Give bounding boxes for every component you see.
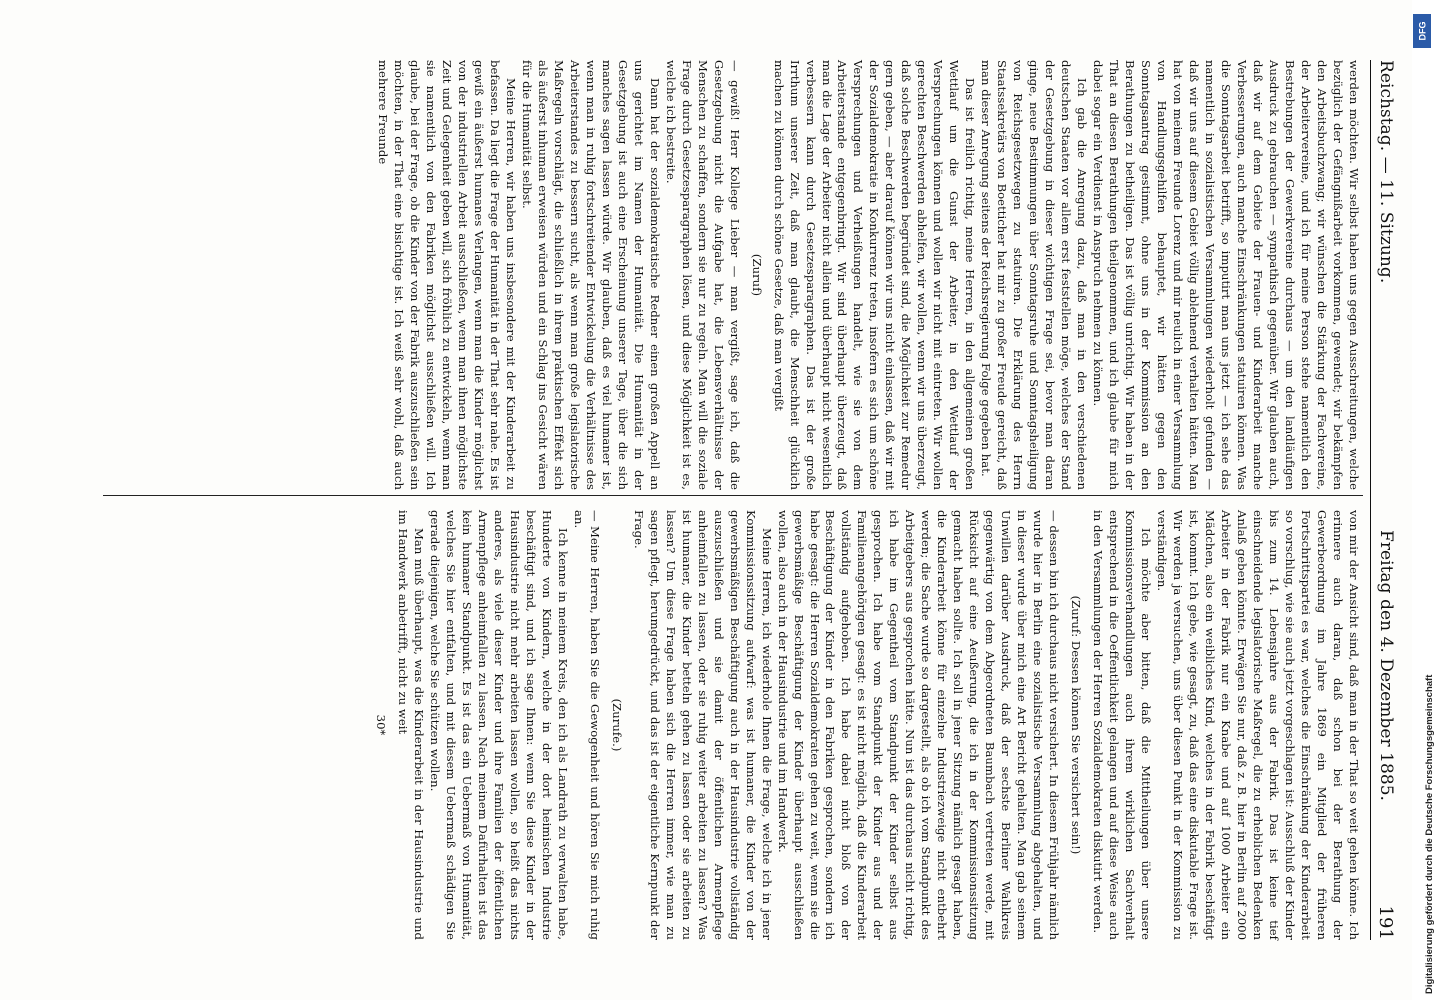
header-rule [1370,60,1371,940]
printed-page [79,40,1419,960]
signature-mark: 30* [373,714,388,736]
paragraph: von mir der Ansicht sind, daß man in der That so weit gehen könne. Ich erinnere auch daran, daß schon bei der Berathung der Gewerbeordnung im Jahre 1869 ein Mitglied der früheren Fortschrittspartei es war, welches die Einschränkung der Kinderarbeit so vorschlug, wie sie auch jetzt vorgeschlagen ist: Ausschluß der Kinder bis zum 14. Lebensjahre aus der Fabrik. Das ist keine tief einschneidende legislatorische Maßregel, die zu erheblichen Bedenken Anlaß geben könnte. Erwägen Sie nur, daß z. B. hier in Berlin auf 2000 Arbeiter in der Fabrik nur ein Knabe und auf 1000 Arbeiter ein Mädchen, also ein weibliches Kind, welches in der Fabrik beschäftigt ist, kommt. Ich gebe, wie gesagt, zu, daß das eine diskutable Frage ist. Wir werden ja versuchen, uns über diesen Punkt in der Kommission zu verständigen. [1155,510,1361,940]
page-number: 191 [1375,905,1396,940]
paragraph: Man muß überhaupt, was die Kinderarbeit in der Hausindustrie und im Handwerk anbetrifft, nicht zu weit [395,510,426,940]
paragraph: Ich möchte aber bitten, daß die Mittheilungen über unsere Kommissionsverhandlungen auch ihrem wirklichen Sachverhalt entsprechend in die Oeffentlichkeit gelangen und auf diese Weise auch in den Versammlungen der Herren Sozialdemokraten diskutirt werden. [1091,510,1154,940]
dfg-logo-icon [1413,14,1431,48]
paragraph: Dann hat der sozialdemokratische Redner einen großen Appell an uns gerichtet im Namen der Humanität. Die Humanität in der Gesetzgebung ist auch eine Erscheinung unserer Tage, über die sich manches sagen lassen würde. Wir glauben, daß es viel humaner ist, wenn man in ruhig fortschreitender Entwickelung die Verhältnisse des Arbeiterstandes zu bessern sucht, als wenn man große legislatorische Maßregeln vorschlägt, die schließlich in ihrem praktischen Effekt sich als äußerst inhuman erweisen würden und ein Schlag ins Gesicht wären für die Humanität selbst. [519,60,662,490]
paragraph: Das ist freilich richtig, meine Herren, in den allgemeinen großen Wettlauf um die Gunst der Arbeiter, in den Wettlauf der Versprechungen können und wollen wir nicht mit eintreten. Wir wollen gerechten Beschwerden abhelfen, wir wollen, wenn wir uns überzeugt, daß solche Beschwerden begründet sind, die Möglichkeit zur Remedur gern geben, — aber darauf können wir uns nicht einlassen, daß wir mit der Sozialdemokratie in Konkurrenz treten, insofern es sich um schöne Versprechungen und Verheißungen handelt, wie sie von dem Arbeiterstande entgegenbringt. Wir sind überhaupt überzeugt, daß man die Lage der Arbeiter nicht allein und überhaupt nicht wesentlich verbessern kann durch Gesetzesparagraphen. Das ist der große Irrthum unserer Zeit, daß man glaubt, die Menschheit glücklich machen zu können durch schöne Gesetze, daß man vergißt [771,60,978,490]
right-column [101,510,1361,940]
paragraph: Ich gab die Anregung dazu, daß man in den verschiedenen deutschen Staaten vor allem erst feststellen möge, welches der Stand der Gesetzgebung in dieser wichtigen Frage sei, bevor man daran ginge, neue Bestimmungen über Sonntagsruhe und Sonntagsheiligung von Reichsgesetzwegen zu statuiren. Die Erklärung des Herrn Staatssekretärs von Boetticher hat mir zu großer Freude gereicht, daß man dieser Anregung seitens der Reichsregierung Folge gegeben hat. [979,60,1090,490]
paragraph: Ich kenne in meinem Kreis, den ich als Landrath zu verwalten habe, Hunderte von Kindern, welche in der dort heimischen Industrie beschäftigt sind, und ich sage Ihnen: wenn Sie diese Kinder in der Hausindustrie nicht mehr arbeiten lassen wollen, so heißt das nichts anderes, als viele dieser Kinder und ihre Familien der öffentlichen Armenpflege anheimfallen zu lassen. Nach meinem Dafürhalten ist das kein humaner Standpunkt. Es ist das ein Uebermaß von Humanität, welches Sie hier entfalten, und mit diesem Uebermaß schädigen Sie gerade diejenigen, welche Sie schützen wollen. [427,510,570,940]
dfg-logo-label: DFG [1417,21,1427,41]
paragraph: Meine Herren, ich wiederhole Ihnen die Frage, welche ich in jener Kommissionssitzung aufwarf: was ist humaner, die Kinder von der gewerbsmäßigen Beschäftigung auch in der Hausindustrie vollständig auszuschließen und sie damit der öffentlichen Armenpflege anheimfallen zu lassen, oder sie ruhig weiter arbeiten zu lassen? Was ist humaner, die Kinder betteln gehen zu lassen oder sie arbeiten zu lassen? Um diese Frage haben sich die Herren immer, wie man zu sagen pflegt, herumgedrückt, und das ist der eigentliche Kernpunkt der Frage. [631,510,774,940]
header-date: Freitag den 4. Dezember 1885. [1376,530,1396,802]
header-session: Reichstag. — 11. Sitzung. [1376,60,1396,284]
left-column [101,60,1361,490]
paragraph: — dessen bin ich durchaus nicht versichert. In diesem Frühjahr nämlich wurde hier in Berlin eine sozialistische Versammlung abgehalten, und in dieser wurde über mich eine Art Bericht gehalten. Man gab seinem Unwillen darüber Ausdruck, daß der sechste Berliner Wahlkreis gegenwärtig von dem Abgeordneten Baumbach vertreten werde, mit Rücksicht auf eine Aeußerung, die ich in der Kommissionssitzung gemacht haben sollte. Ich soll in jener Sitzung nämlich gesagt haben, die Kinderarbeit könne für einzelne Industriezweige nicht entbehrt werden; die Sache wurde so dargestellt, als ob ich vom Standpunkt des Arbeitgebers aus gesprochen hätte. Nun ist das durchaus nicht richtig, ich habe im Gegentheil vom Standpunkt der Kinder selbst aus gesprochen. Ich habe vom Standpunkt der Kinder aus und der Familienangehörigen gesagt: es ist nicht möglich, daß die Kinderarbeit vollständig aufgehoben. Ich habe dabei nicht bloß von der Beschäftigung der Kinder in den Fabriken gesprochen, sondern ich habe gesagt: die Herren Sozialdemokraten gehen zu weit, wenn sie die gewerbsmäßige Beschäftigung der Kinder überhaupt ausschließen wollen, also auch in der Hausindustrie und im Handwerk. [775,510,1062,940]
interjection: (Zurufe.) [609,698,624,752]
paragraph: — Meine Herren, haben Sie die Gewogenheit und hören Sie mich ruhig an. [571,510,602,940]
interjection: (Zuruf) [749,253,764,297]
column-divider [103,495,1363,496]
page-header [1369,60,1405,940]
paragraph: werden möchten. Wir selbst haben uns gegen Ausschreitungen, welche bezüglich der Gefängnißarbeit vorkommen, gewendet; wir bekämpfen den Arbeitsbuchzwang; wir wünschen die Stärkung der Fachvereine, der Arbeitervereine, und ich für meine Person stehe namentlich den Bestrebungen der Gewerkvereine durchaus — um den landläufigen Ausdruck zu gebrauchen — sympathisch gegenüber. Wir glauben auch, daß wir auf dem Gebiete der Frauen- und Kinderarbeit manche Verbesserungen, auch manche Einschränkungen statuiren können. Was die Sonntagsarbeit betrifft, so imputirt man uns jetzt — ich sehe das namentlich in sozialistischen Versammlungen wiederholt gefunden — daß wir uns auf diesem Gebiet völlig ablehnend verhalten hätten. Man hat von meinem Freunde Lorenz und mir neulich in einer Versammlung von Handlungsgehilfen behauptet, wir hätten gegen den Sonntagsantrag gestimmt, ohne uns in der Kommission an den Berathungen zu betheiligen. Das ist völlig unrichtig. Wir haben in der That an diesen Berathungen theilgenommen, und ich glaube für mich dabei sogar ein Verdienst in Anspruch nehmen zu können. [1091,60,1361,490]
paragraph: Meine Herren, wir haben uns insbesondere mit der Kinderarbeit zu befassen. Da liegt die Frage der Humanität in der That sehr nahe. Es ist gewiß ein äußerst humanes Verlangen, wenn man die Kinder möglichst von der industriellen Arbeit ausschließen, wenn man ihnen möglichste Zeit und Gelegenheit geben will, sich fröhlich zu entwickeln, wenn man sie namentlich von den Fabriken möglichst ausschließen will. Ich glaube, bei der Frage, ob die Kinder von der Fabrik auszuschließen sein möchten, in der That eine bisichtige ist. Ich weiß sehr wohl, daß auch mehrere Freunde [375,60,518,490]
funding-notice: Digitalisierung gefördert durch die Deutsche Forschungsgemeinschaft [1424,674,1435,994]
interjection: (Zuruf: Dessen können Sie versichert sein!) [1069,595,1084,855]
paragraph: — gewiß! Herr Kollege Lieber — man vergißt, sage ich, daß die Gesetzgebung nicht die Aufgabe hat, die Lebensverhältnisse der Menschen zu schaffen, sondern sie nur zu regeln. Man will die soziale Frage durch Gesetzesparagraphen lösen, und diese Möglichkeit ist es, welche ich bestreite. [663,60,742,490]
